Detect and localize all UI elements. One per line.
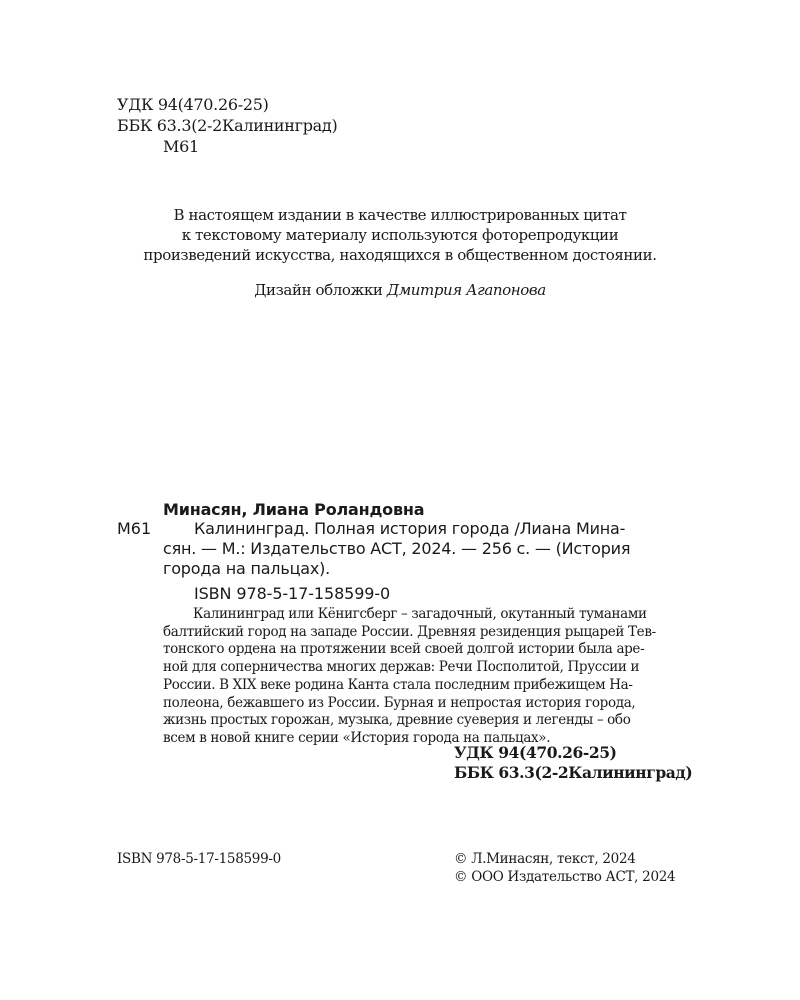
bib-description-line: Калининград. Полная история города /Лиана Мина- xyxy=(194,519,626,538)
bib-author: Минасян, Лиана Роландовна xyxy=(163,500,425,519)
illustration-notice xyxy=(100,205,700,265)
annotation-line: жизнь простых горожан, музыка, древние суеверия и легенды – обо xyxy=(163,712,631,729)
book-annotation xyxy=(163,606,698,748)
copyright-notices xyxy=(454,850,675,886)
bottom-classification-codes xyxy=(454,743,692,783)
annotation-line: тонского ордена на протяжении всей своей долгой истории была аре- xyxy=(163,641,645,658)
notice-line: В настоящем издании в качестве иллюстрированных цитат xyxy=(173,206,627,224)
top-udk-code: УДК 94(470.26-25) xyxy=(117,95,269,114)
annotation-line: Калининград или Кёнигсберг – загадочный, окутанный туманами xyxy=(193,606,647,622)
annotation-line: балтийский город на западе России. Древняя резиденция рыцарей Тев- xyxy=(163,623,656,640)
annotation-line: ной для соперничества многих держав: Речи Посполитой, Пруссии и xyxy=(163,659,640,676)
copyright-publisher: © ООО Издательство АСТ, 2024 xyxy=(454,869,676,885)
annotation-line: России. В XIX веке родина Канта стала последним прибежищем На- xyxy=(163,676,633,693)
notice-line: произведений искусства, находящихся в общественном достоянии. xyxy=(143,246,657,264)
cover-design-label: Дизайн обложки xyxy=(254,281,383,299)
bottom-bbk-code: ББК 63.3(2-2Калининград) xyxy=(454,763,693,782)
notice-line: к текстовому материалу используются фоторепродукции xyxy=(181,226,619,244)
top-author-mark: М61 xyxy=(163,137,199,156)
footer-isbn: ISBN 978-5-17-158599-0 xyxy=(117,851,281,867)
top-classification-codes xyxy=(117,94,337,157)
annotation-line: всем в новой книге серии «История города на пальцах». xyxy=(163,729,551,746)
bib-description xyxy=(163,519,698,579)
copyright-author: © Л.Минасян, текст, 2024 xyxy=(454,851,636,867)
annotation-line: полеона, бежавшего из России. Бурная и непростая история города, xyxy=(163,694,636,711)
cover-designer-name: Дмитрия Агапонова xyxy=(386,281,546,299)
bib-description-line: сян. — М.: Издательство АСТ, 2024. — 256 с. — (История xyxy=(163,539,631,558)
top-bbk-code: ББК 63.3(2-2Калининград) xyxy=(117,116,338,135)
bib-description-line: города на пальцах). xyxy=(163,559,331,578)
bib-isbn: ISBN 978-5-17-158599-0 xyxy=(194,584,391,603)
bib-author-mark: М61 xyxy=(117,519,152,538)
bottom-udk-code: УДК 94(470.26-25) xyxy=(454,743,617,762)
cover-design-credit xyxy=(100,280,700,300)
